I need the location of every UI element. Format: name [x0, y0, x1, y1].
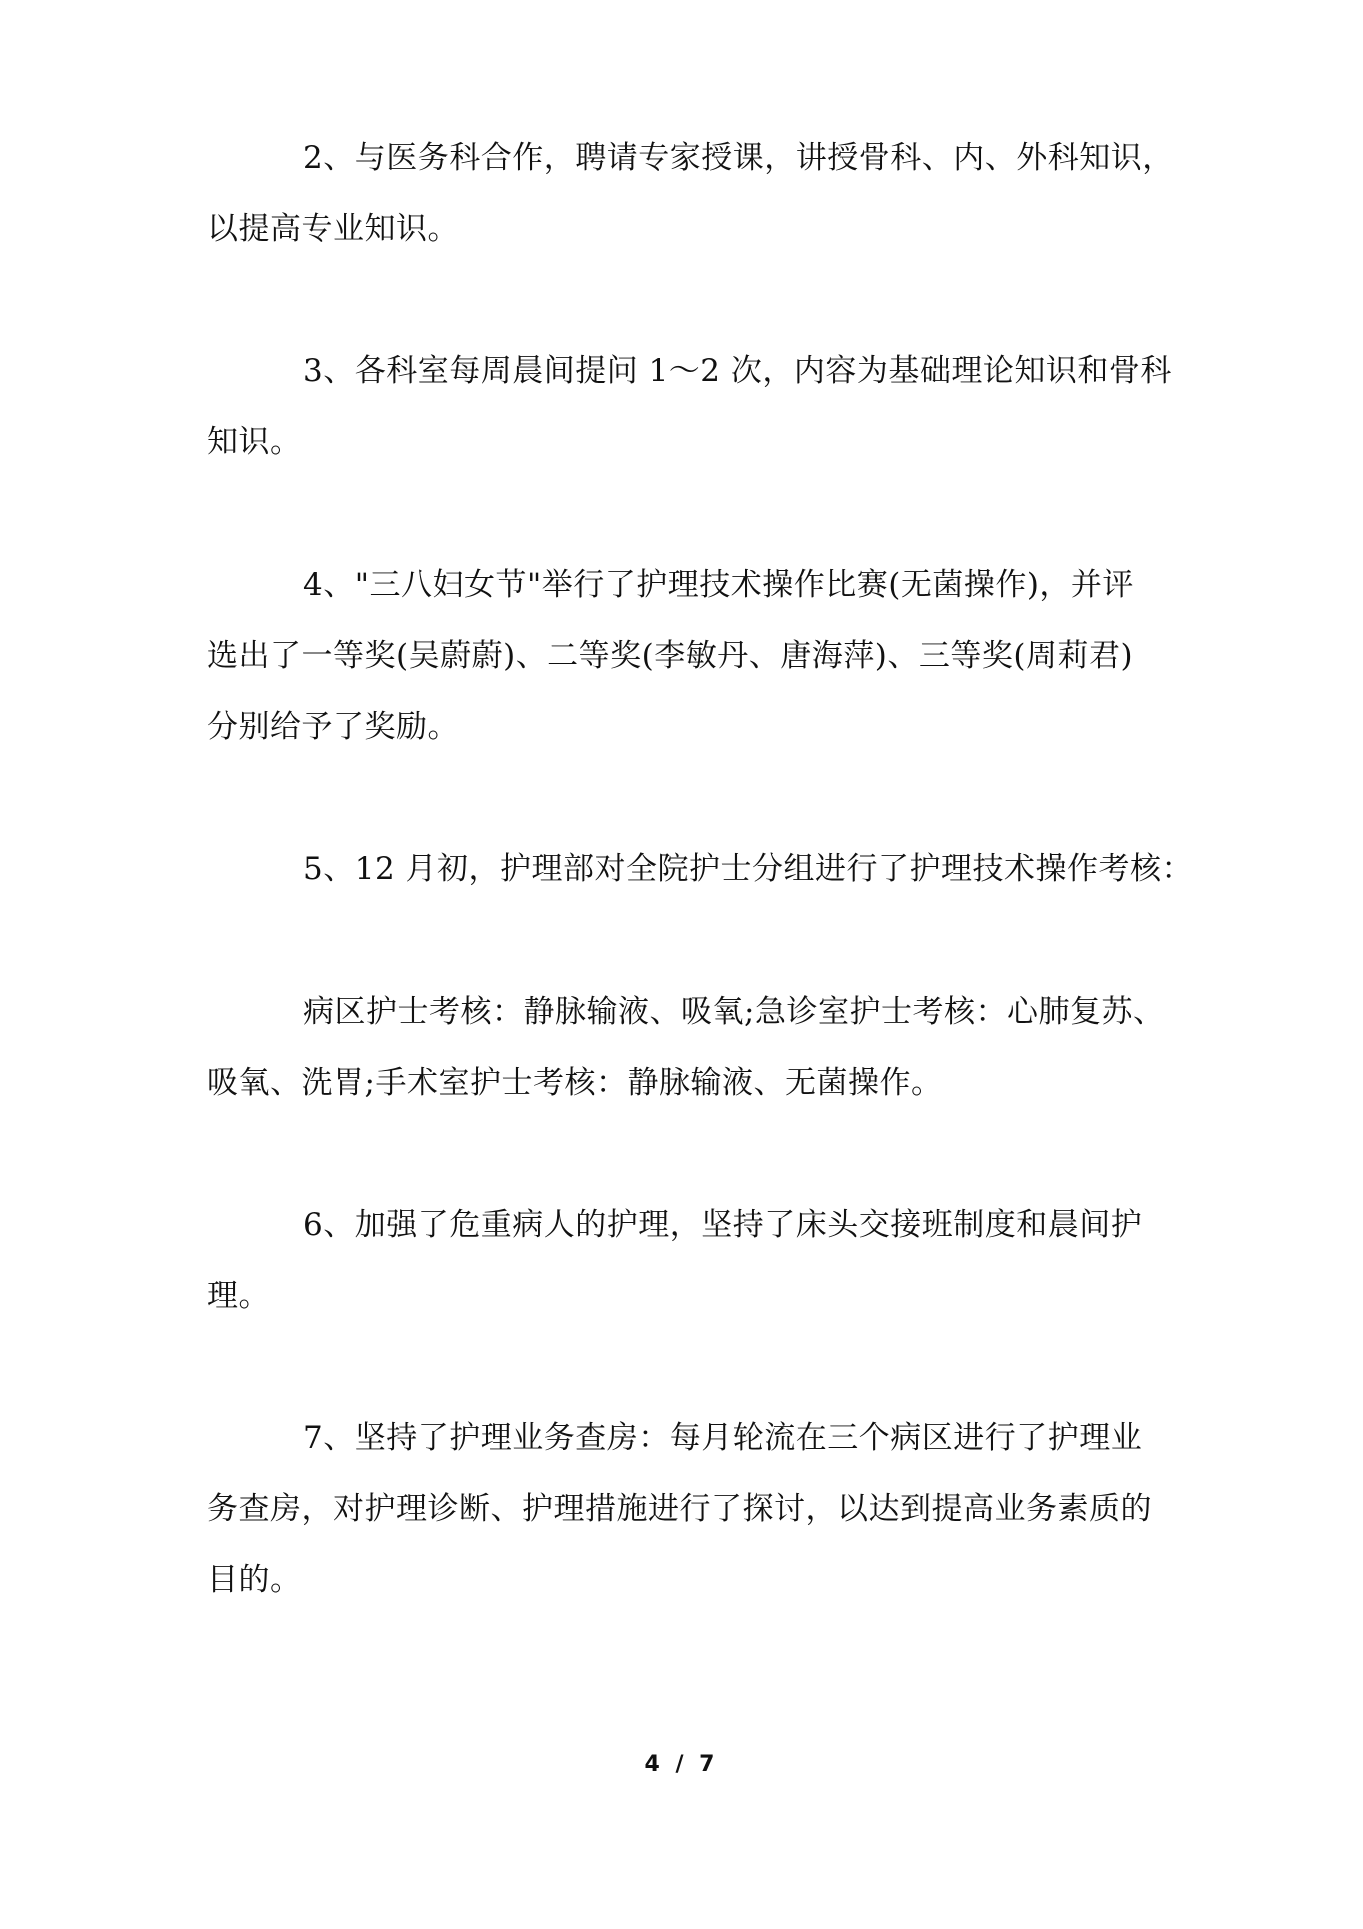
page-number: 4 / 7 — [644, 1752, 719, 1777]
paragraph-7-line-1: 7、坚持了护理业务查房：每月轮流在三个病区进行了护理业 — [303, 1420, 1143, 1456]
paragraph-4-line-2: 选出了一等奖(吴蔚蔚)、二等奖(李敏丹、唐海萍)、三等奖(周莉君) — [207, 638, 1134, 674]
paragraph-5b-line-1: 病区护士考核：静脉输液、吸氧;急诊室护士考核：心肺复苏、 — [303, 994, 1165, 1030]
paragraph-7-line-2: 务查房，对护理诊断、护理措施进行了探讨，以达到提高业务素质的 — [207, 1491, 1152, 1527]
paragraph-6-line-1: 6、加强了危重病人的护理，坚持了床头交接班制度和晨间护 — [303, 1207, 1143, 1243]
paragraph-5b-line-2: 吸氧、洗胃;手术室护士考核：静脉输液、无菌操作。 — [207, 1065, 943, 1101]
paragraph-2-line-1: 2、与医务科合作，聘请专家授课，讲授骨科、内、外科知识， — [303, 140, 1174, 176]
paragraph-2-line-2: 以提高专业知识。 — [207, 211, 459, 247]
paragraph-3-line-1: 3、各科室每周晨间提问 1～2 次，内容为基础理论知识和骨科 — [303, 353, 1172, 389]
paragraph-4-line-1: 4、"三八妇女节"举行了护理技术操作比赛(无菌操作)，并评 — [303, 567, 1134, 603]
paragraph-4-line-3: 分别给予了奖励。 — [207, 709, 459, 745]
paragraph-6-line-2: 理。 — [207, 1278, 270, 1314]
paragraph-3-line-2: 知识。 — [207, 424, 302, 460]
paragraph-7-line-3: 目的。 — [207, 1562, 302, 1598]
paragraph-5-line-1: 5、12 月初，护理部对全院护士分组进行了护理技术操作考核： — [303, 851, 1194, 887]
